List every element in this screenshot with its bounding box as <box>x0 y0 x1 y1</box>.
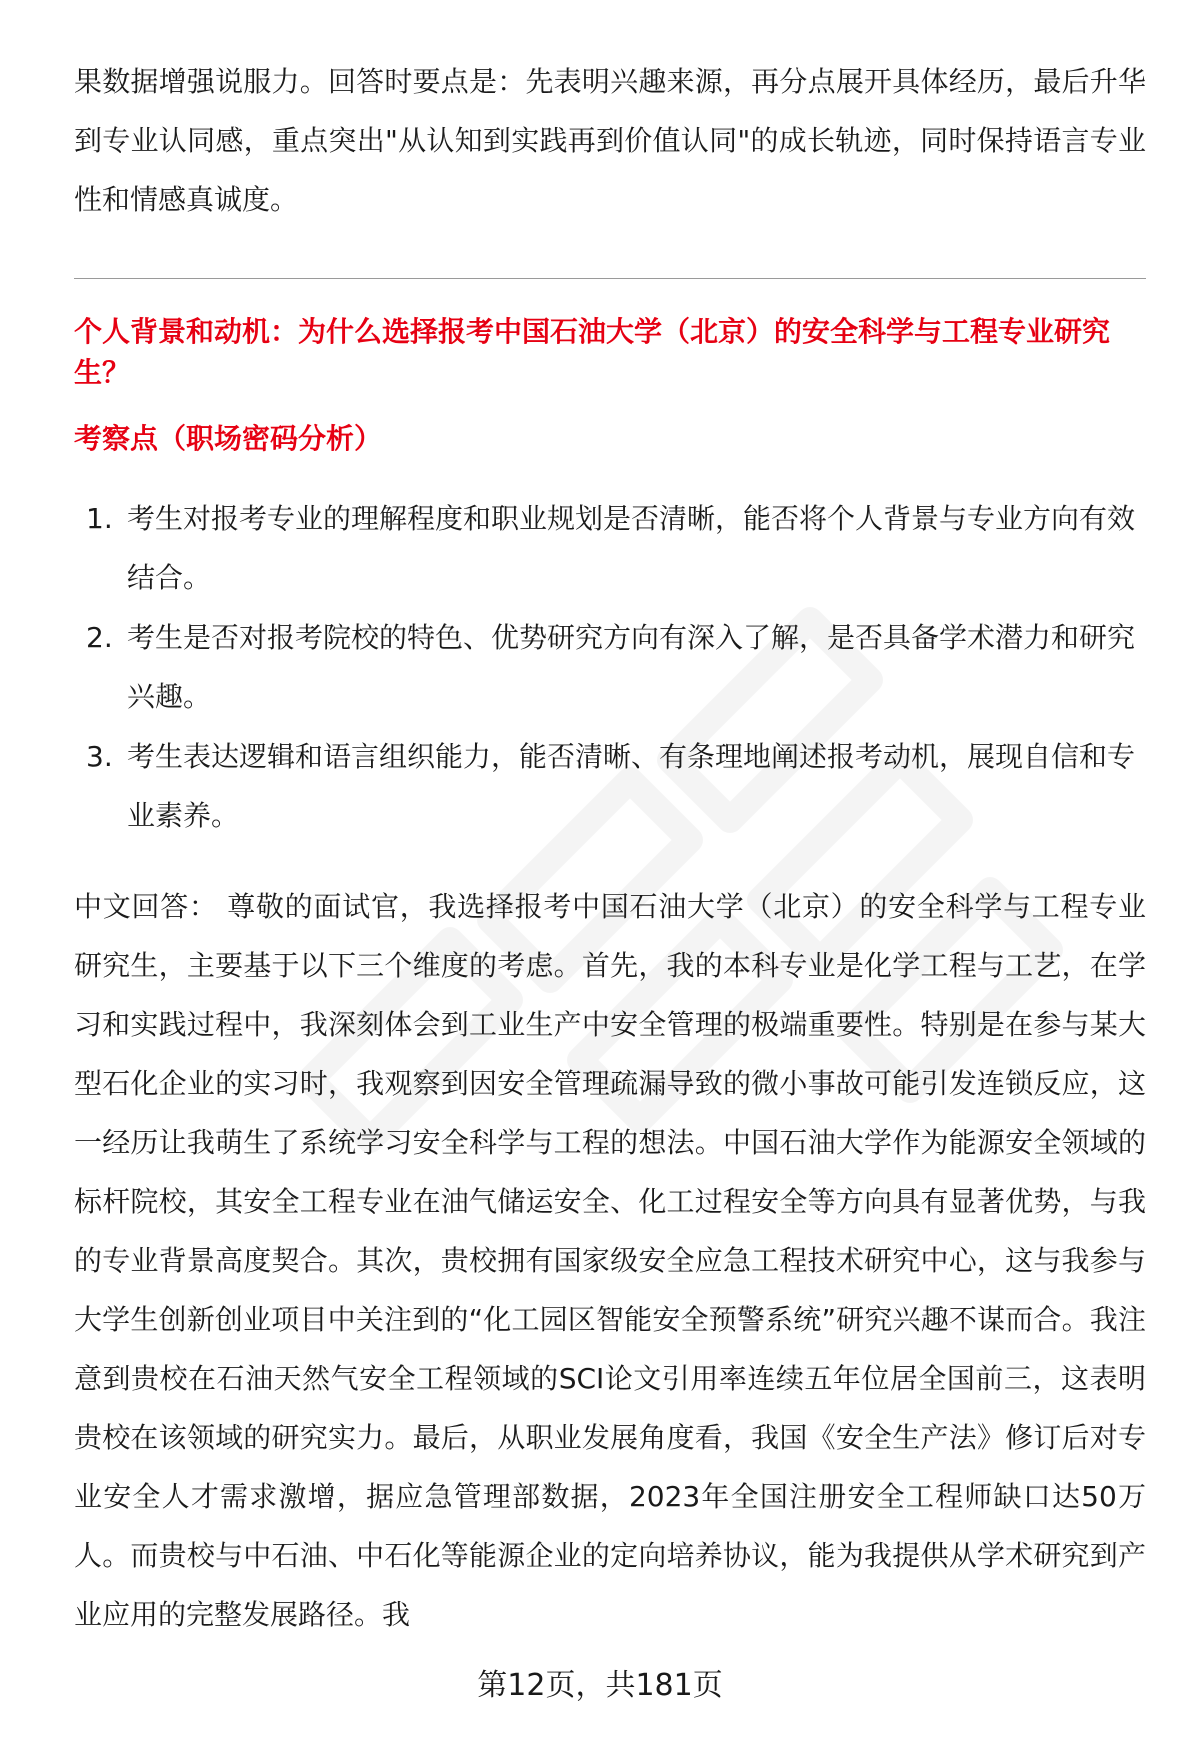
list-item-number: 1. <box>86 502 113 535</box>
list-item-text: 考生表达逻辑和语言组织能力，能否清晰、有条理地阐述报考动机，展现自信和专业素养。 <box>127 740 1136 832</box>
question-heading: 个人背景和动机：为什么选择报考中国石油大学（北京）的安全科学与工程专业研究生？ <box>74 315 1111 389</box>
list-item-text: 考生对报考专业的理解程度和职业规划是否清晰，能否将个人背景与专业方向有效结合。 <box>127 502 1136 594</box>
list-item <box>74 608 1146 726</box>
page-number-footer: 第12页，共181页 <box>477 1668 723 1703</box>
assessment-subheading: 考察点（职场密码分析） <box>74 422 383 455</box>
intro-paragraph: 果数据增强说服力。回答时要点是：先表明兴趣来源，再分点展开具体经历，最后升华到专业认同感，重点突出"从认知到实践再到价值认同"的成长轨迹，同时保持语言专业性和情感真诚度。 <box>74 65 1146 216</box>
section-divider <box>74 278 1146 279</box>
answer-paragraph: 中文回答： 尊敬的面试官，我选择报考中国石油大学（北京）的安全科学与工程专业研究生，主要基于以下三个维度的考虑。首先，我的本科专业是化学工程与工艺，在学习和实践过程中，我深刻体会到工业生产中安全管理的极端重要性。特别是在参与某大型石化企业的实习时，我观察到因安全管理疏漏导致的微小事故可能引发连锁反应，这一经历让我萌生了系统学习安全科学与工程的想法。中国石油大学作为能源安全领域的标杆院校，其安全工程专业在油气储运安全、化工过程安全等方向具有显著优势，与我的专业背景高度契合。其次，贵校拥有国家级安全应急工程技术研究中心，这与我参与大学生创新创业项目中关注到的“化工园区智能安全预警系统”研究兴趣不谋而合。我注意到贵校在石油天然气安全工程领域的SCI论文引用率连续五年位居全国前三，这表明贵校在该领域的研究实力。最后，从职业发展角度看，我国《安全生产法》修订后对专业安全人才需求激增，据应急管理部数据，2023年全国注册安全工程师缺口达50万人。而贵校与中石油、中石化等能源企业的定向培养协议，能为我提供从学术研究到产业应用的完整发展路径。我 <box>74 890 1146 1631</box>
assessment-points-list <box>74 489 1146 846</box>
list-item-number: 3. <box>86 740 113 773</box>
list-item-number: 2. <box>86 621 113 654</box>
list-item <box>74 489 1146 607</box>
list-item-text: 考生是否对报考院校的特色、优势研究方向有深入了解，是否具备学术潜力和研究兴趣。 <box>127 621 1136 713</box>
list-item <box>74 727 1146 845</box>
